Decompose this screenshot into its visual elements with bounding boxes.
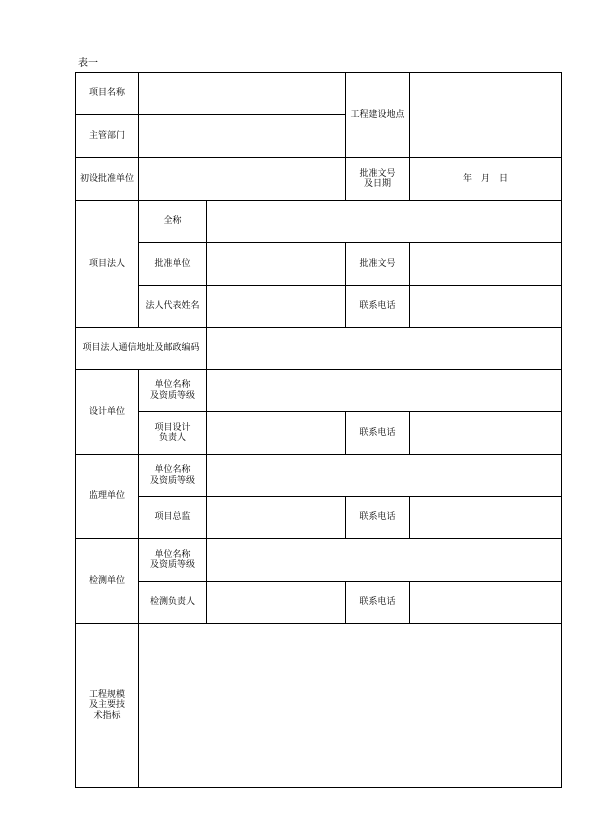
approval-doc-no-field[interactable] — [410, 243, 562, 286]
contact-phone-label-2: 联系电话 — [346, 412, 410, 455]
testing-unit-label: 检测单位 — [76, 539, 139, 624]
construction-site-field[interactable] — [410, 73, 562, 158]
project-info-form — [75, 72, 562, 788]
scale-indicators-label — [76, 624, 139, 788]
supervision-unit-name-grade-line1: 单位名称 — [154, 465, 191, 476]
legal-person-address-field[interactable] — [207, 328, 562, 370]
contact-phone-field-3[interactable] — [410, 497, 562, 539]
approval-doc-date-label — [346, 158, 410, 201]
project-name-field[interactable] — [139, 73, 346, 115]
supervision-unit-label: 监理单位 — [76, 455, 139, 539]
contact-phone-label-3: 联系电话 — [346, 497, 410, 539]
design-lead-label — [139, 412, 207, 455]
legal-rep-name-label: 法人代表姓名 — [139, 286, 207, 328]
competent-dept-label: 主管部门 — [76, 115, 139, 158]
testing-unit-name-grade-line2: 及资质等级 — [149, 560, 195, 570]
contact-phone-label-4: 联系电话 — [346, 582, 410, 624]
chief-supervisor-label: 项目总监 — [139, 497, 207, 539]
approving-unit-field[interactable] — [207, 243, 346, 286]
construction-site-label: 工程建设地点 — [346, 73, 410, 158]
design-unit-name-grade-line2: 及资质等级 — [149, 390, 195, 401]
competent-dept-field[interactable] — [139, 115, 346, 158]
testing-lead-field[interactable] — [207, 582, 346, 624]
design-unit-name-grade-field[interactable] — [207, 370, 562, 412]
design-lead-line2: 负责人 — [158, 433, 186, 443]
full-name-label: 全称 — [139, 201, 207, 243]
testing-unit-name-grade-field[interactable] — [207, 539, 562, 582]
scale-indicators-field[interactable] — [139, 624, 562, 788]
supervision-unit-name-grade-label — [139, 455, 207, 497]
contact-phone-field-2[interactable] — [410, 412, 562, 455]
full-name-field[interactable] — [207, 201, 562, 243]
design-unit-name-grade-line1: 单位名称 — [154, 380, 191, 391]
design-lead-line1: 项目设计 — [154, 422, 191, 433]
legal-person-address-label: 项目法人通信地址及邮政编码 — [76, 328, 207, 370]
approval-doc-date-label-line1: 批准文号 — [359, 168, 396, 179]
preliminary-approval-unit-field[interactable] — [139, 158, 346, 201]
supervision-unit-name-grade-line2: 及资质等级 — [149, 475, 195, 486]
chief-supervisor-field[interactable] — [207, 497, 346, 539]
supervision-unit-name-grade-field[interactable] — [207, 455, 562, 497]
testing-unit-name-grade-label — [139, 539, 207, 582]
approval-doc-no-label: 批准文号 — [346, 243, 410, 286]
contact-phone-field-4[interactable] — [410, 582, 562, 624]
approval-doc-date-label-line2: 及日期 — [363, 179, 391, 189]
legal-rep-name-field[interactable] — [207, 286, 346, 328]
approving-unit-label: 批准单位 — [139, 243, 207, 286]
contact-phone-label-1: 联系电话 — [346, 286, 410, 328]
scale-indicators-line1: 工程规模 — [88, 689, 125, 700]
table-caption: 表一 — [78, 58, 98, 69]
design-lead-field[interactable] — [207, 412, 346, 455]
approval-date-field[interactable]: 年 月 日 — [410, 158, 562, 201]
design-unit-name-grade-label — [139, 370, 207, 412]
project-name-label: 项目名称 — [76, 73, 139, 115]
testing-lead-label: 检测负责人 — [139, 582, 207, 624]
testing-unit-name-grade-line1: 单位名称 — [154, 549, 191, 560]
scale-indicators-line3: 术指标 — [93, 710, 121, 721]
design-unit-label: 设计单位 — [76, 370, 139, 455]
legal-person-label: 项目法人 — [76, 201, 139, 328]
contact-phone-field-1[interactable] — [410, 286, 562, 328]
scale-indicators-line2: 及主要技 — [88, 700, 125, 711]
preliminary-approval-unit-label: 初设批准单位 — [76, 158, 139, 201]
